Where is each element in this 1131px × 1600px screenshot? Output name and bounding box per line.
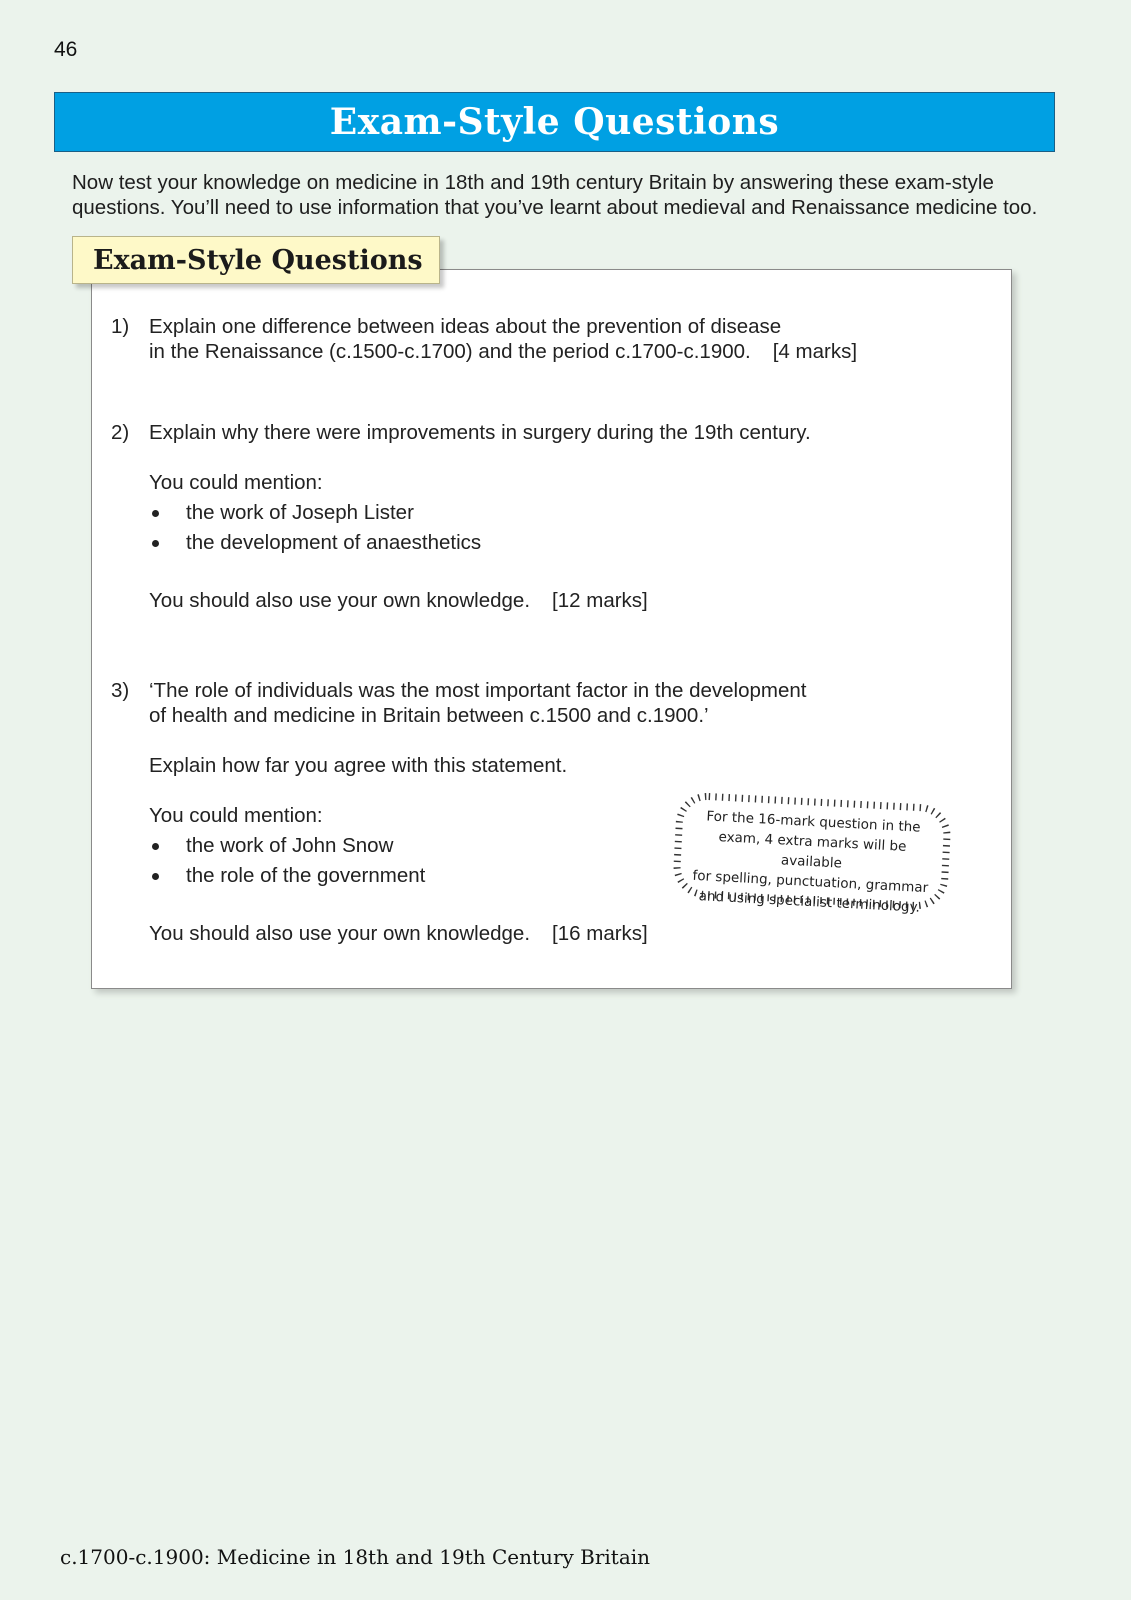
question-number: 1) <box>111 315 130 338</box>
closing-line: You should also use your own knowledge. <box>149 922 531 945</box>
card-heading: Exam-Style Questions <box>93 244 423 276</box>
intro-line: questions. You’ll need to use information that you’ve learnt about medieval and Renaissance medicine too. <box>72 196 1038 219</box>
mention-label: You could mention: <box>149 471 323 494</box>
question-number: 3) <box>111 679 130 702</box>
question-line: in the Renaissance (c.1500-c.1700) and the period c.1700-c.1900. <box>149 340 751 363</box>
tip-line: and using specialist terminology. <box>698 888 921 916</box>
card-heading-tab <box>72 236 440 284</box>
marks-label: [16 marks] <box>552 922 648 945</box>
question-line: ‘The role of individuals was the most important factor in the development <box>149 679 807 702</box>
question-line: Explain one difference between ideas about the prevention of disease <box>149 315 782 338</box>
question-number: 2) <box>111 421 130 444</box>
question-line: of health and medicine in Britain between c.1500 and c.1900.’ <box>149 704 709 727</box>
intro-line: Now test your knowledge on medicine in 18th and 19th century Britain by answering these exam-style <box>72 171 994 194</box>
tip-text <box>687 806 936 919</box>
tip-line: For the 16-mark question in the <box>706 808 921 836</box>
tip-line: for spelling, punctuation, grammar <box>692 867 929 897</box>
question-prompt: Explain why there were improvements in surgery during the 19th century. <box>149 421 811 444</box>
list-item: the work of John Snow <box>149 831 869 861</box>
closing-line: You should also use your own knowledge. <box>149 589 531 612</box>
title-banner <box>54 92 1055 152</box>
list-item: the role of the government <box>149 861 869 891</box>
marks-label: [4 marks] <box>772 340 858 363</box>
tip-bubble <box>669 789 954 914</box>
page-title: Exam-Style Questions <box>329 101 780 143</box>
list-item: the work of Joseph Lister <box>149 498 869 528</box>
page-number: 46 <box>54 38 78 61</box>
intro-text <box>72 170 1062 220</box>
question-instruction: Explain how far you agree with this statement. <box>149 754 568 777</box>
list-item: the development of anaesthetics <box>149 528 869 558</box>
footer-section-title: c.1700-c.1900: Medicine in 18th and 19th Century Britain <box>60 1545 651 1569</box>
mention-label: You could mention: <box>149 804 323 827</box>
mention-list <box>149 498 869 558</box>
tip-line: exam, 4 extra marks will be available <box>718 829 907 872</box>
marks-label: [12 marks] <box>552 589 648 612</box>
